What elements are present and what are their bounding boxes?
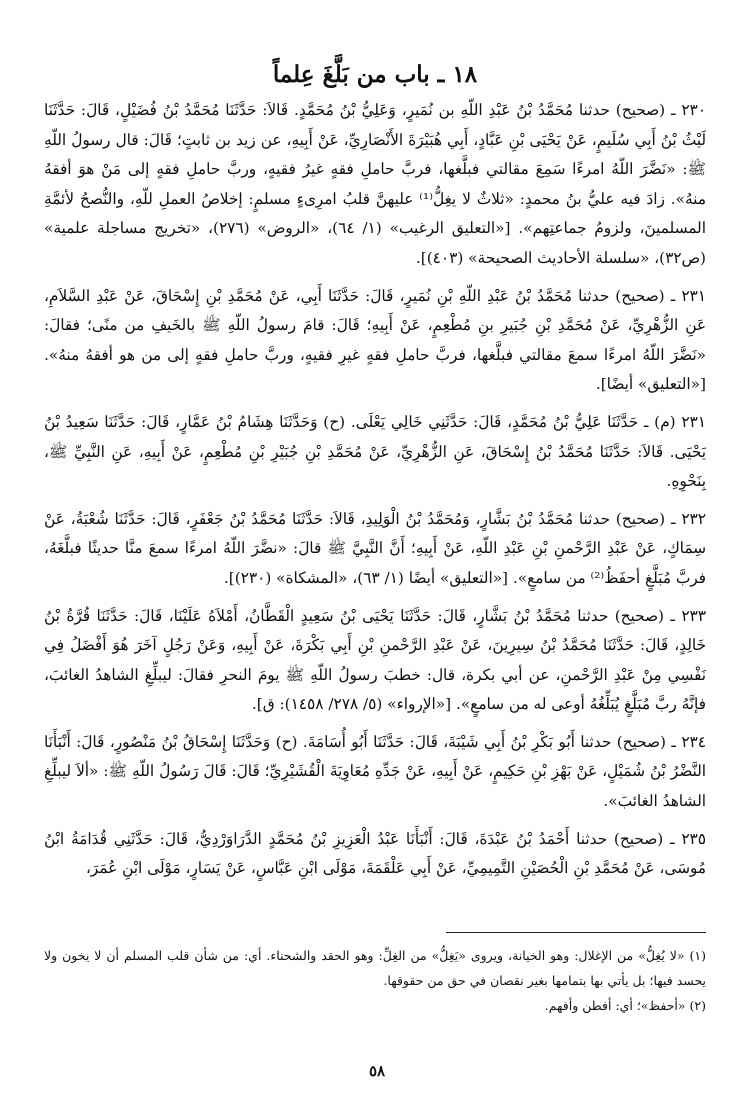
hadith-234 — [44, 728, 706, 817]
footnote-1: (١) «لا يُغِلُّ» من الإغلال: وهو الخيانة، ويروى «يَغِلُّ» من الغِلِّ: وهو الحقد والشحناء. أي: من شأن قلب المسلم أن لا يخون ولا يحسد فيها؛ بل يأتي بها بتمامها بغير نقصان في حق من حقوقها. — [44, 947, 706, 988]
hadith-text: ٢٣١ ـ (صحيح) حدثنا مُحَمَّدُ بْنُ عَبْدِ اللّهِ بْنِ نُمَيرٍ، قَالَ: حَدَّثَنَا أَبِي، عَنْ مُحَمَّدِ بْنِ إِسْحَاقَ، عَنْ عَبْدِ السَّلاَمِ، عَنِ الزُّهْرِيِّ، عَنْ مُحَمَّدِ بْنِ جُبَيرِ بنِ مُطْعِمٍ، عَنْ أَبِيهِ؛ قَالَ: قامَ رسولُ اللّهِ ﷺ بالخَيفِ من منًى؛ فقالَ: «نَضَّرَ اللّهُ امرءًا سمعَ مقالتي فبلَّغها، فربَّ حاملِ فقهٍ غيرِ فقيهٍ، وربَّ حاملِ فقهٍ إلى من هو أفقهُ منهُ». [«التعليق» أيضًا]. — [44, 286, 706, 394]
hadith-235 — [44, 825, 706, 884]
hadith-text: ٢٣١ (م) ـ حَدَّثَنَا عَلِيُّ بْنُ مُحَمَّدٍ، قَالَ: حَدَّثَنِي خَالِي يَعْلَى. (ح) وَحَدَّثَنَا هِشَامُ بْنُ عَمَّارٍ، قَالَ: حَدَّثَنَا سَعِيدُ بْنُ يَحْيَى. قَالاَ: حَدَّثَنَا مُحَمَّدُ بْنُ إِسْحَاقَ، عَنِ الزُّهْرِيِّ، عَنْ مُحَمَّدِ بْنِ جُبَيْرِ بْنِ مُطْعِمٍ، عَنْ أَبِيهِ، عَنِ النَّبِيِّ ﷺ، بِنَحْوِهِ. — [44, 412, 706, 491]
hadith-231-m — [44, 408, 706, 497]
chapter-title: ١٨ ـ باب من بَلَّغَ عِلماً — [272, 61, 478, 88]
hadith-233 — [44, 602, 706, 720]
hadith-text: ٢٣٥ ـ (صحيح) حدثنا أَحْمَدُ بْنُ عَبْدَةَ، قَالَ: أَنْبَأَنَا عَبْدُ الْعَزِيزِ بْنُ مُحَمَّدٍ الدَّرَاوَرْدِيُّ، قَالَ: حَدَّثَنِي قُدَامَةُ ابْنُ مُوسَى، عَنْ مُحَمَّدِ بْنِ الْحُصَيْنِ التَّمِيمِيِّ، عَنْ أَبِي عَلْقَمَةَ، مَوْلَى ابْنِ عَبَّاسٍ، عَنْ يَسَارٍ، مَوْلَى ابْنِ عُمَرَ، — [44, 829, 706, 878]
footnote-divider — [446, 932, 706, 933]
hadith-230 — [44, 96, 706, 274]
hadith-232 — [44, 505, 706, 594]
hadith-text: ٢٣٠ ـ (صحيح) حدثنا مُحَمَّدُ بْنُ عَبْدِ اللّهِ بن نُمَيرٍ، وَعَلِيُّ بْنُ مُحَمَّدٍ. قَالاَ: حَدَّثَنَا مُحَمَّدُ بْنُ فُضَيْلٍ، قَالَ: حَدَّثَنَا لَيْثُ بْنُ أَبِي سُلَيمٍ، عَنْ يَحْيَى بْنِ عَبَّادٍ، أَبِي هُبَيْرَةَ الأَنْصَارِيِّ، عَنْ أَبِيهِ، عن زيد بن ثابتٍ؛ قَالَ: قال رسولُ اللّهِ ﷺ: «نَضَّرَ اللّهُ امرءًا سَمِعَ مقالتي فبلَّغها، فربَّ حاملِ فقهٍ غيرُ فقيهٍ، وربَّ حاملِ فقهٍ إلى مَنْ هوَ أفقهُ منهُ». زادَ فيه عليُّ بنُ محمدٍ: «ثلاثٌ لا يغِلُّ⁽¹⁾ عليهنَّ قلبُ امرِىءٍ مسلمٍ: إخلاصُ العملِ للّهِ، والنُّصحُ لأئمَّةِ المسلمينَ، ولزومُ جماعتِهم». [«التعليق الرغيب» (١/ ٦٤)، «الروض» (٢٧٦)، «تخريج مساجلة علمية» (ص٣٢)، «سلسلة الأحاديث الصحيحة» (٤٠٣)]. — [44, 101, 706, 267]
page-number: ٥٨ — [368, 1062, 386, 1080]
hadith-text: ٢٣٣ ـ (صحيح) حدثنا مُحَمَّدُ بْنُ بَشَّارٍ، قَالَ: حَدَّثَنَا يَحْيَى بْنُ سَعِيدٍ الْقَطَّانُ، أَمْلاَهُ عَلَيْنَا، قَالَ: حَدَّثَنَا قُرَّةُ بْنُ خَالِدٍ، قَالَ: حَدَّثَنَا مُحَمَّدُ بْنُ سِيرِينَ، عَنْ عَبْدِ الرَّحْمنِ بْنِ أَبِي بَكْرَةَ، عَنْ أَبِيهِ، وَعَنْ رَجُلٍ آخَرَ هُوَ أَفْضَلُ فِي نَفْسِي مِنْ عَبْدِ الرَّحْمنِ، عن أبي بكرة، قال: خطبَ رسولُ اللّهِ ﷺ يومَ النحرِ فقالَ: ليبلِّغِ الشاهدُ الغائبَ، فإنَّهُ ربَّ مُبَلَّغٍ يُبَلِّغُهُ أوعى له من سامعٍ». [«الإرواء» (٥/ ٢٧٨/ ١٤٥٨): ق]. — [44, 606, 706, 714]
hadith-231 — [44, 282, 706, 400]
hadith-text: ٢٣٤ ـ (صحيح) حدثنا أَبُو بَكْرِ بْنُ أَبِي شَيْبَةَ، قَالَ: حَدَّثَنَا أَبُو أُسَامَةَ. (ح) وَحَدَّثَنَا إِسْحَاقُ بْنُ مَنْصُورٍ، قَالَ: أَنْبَأَنَا النَّضْرُ بْنُ شُمَيْلٍ، عَنْ بَهْزِ بْنِ حَكِيمٍ، عَنْ أَبِيهِ، عَنْ جَدِّهِ مُعَاوِيَةَ الْقُشَيْرِيِّ؛ قَالَ: قَالَ رَسُولُ اللّهِ ﷺ: «ألاَ ليبلِّغِ الشاهدُ الغائبَ». — [44, 732, 706, 811]
hadith-text: ٢٣٢ ـ (صحيح) حدثنا مُحَمَّدُ بْنُ بَشَّارٍ، وَمُحَمَّدُ بْنُ الْوَلِيدِ، قَالاَ: حَدَّثَنَا مُحَمَّدُ بْنُ جَعْفَرٍ، قَالَ: حَدَّثَنَا شُعْبَةُ، عَنْ سِمَاكٍ، عَنْ عَبْدِ الرَّحْمنِ بْنِ عَبْدِ اللّهِ، عَنْ أَبِيهِ؛ أَنَّ النَّبِيَّ ﷺ قالَ: «نضَّرَ اللّهُ امرءًا سمعَ منَّا حديثًا فبلَّغَهُ، فربَّ مُبَلَّغٍ أحفَظُ⁽²⁾ من سامعٍ». [«التعليق» أيضًا (١/ ٦٣)، «المشكاة» (٢٣٠)]. — [44, 509, 706, 587]
footnote-2: (٢) «أحفظ»؛ أي: أفطن وأفهم. — [544, 997, 706, 1013]
